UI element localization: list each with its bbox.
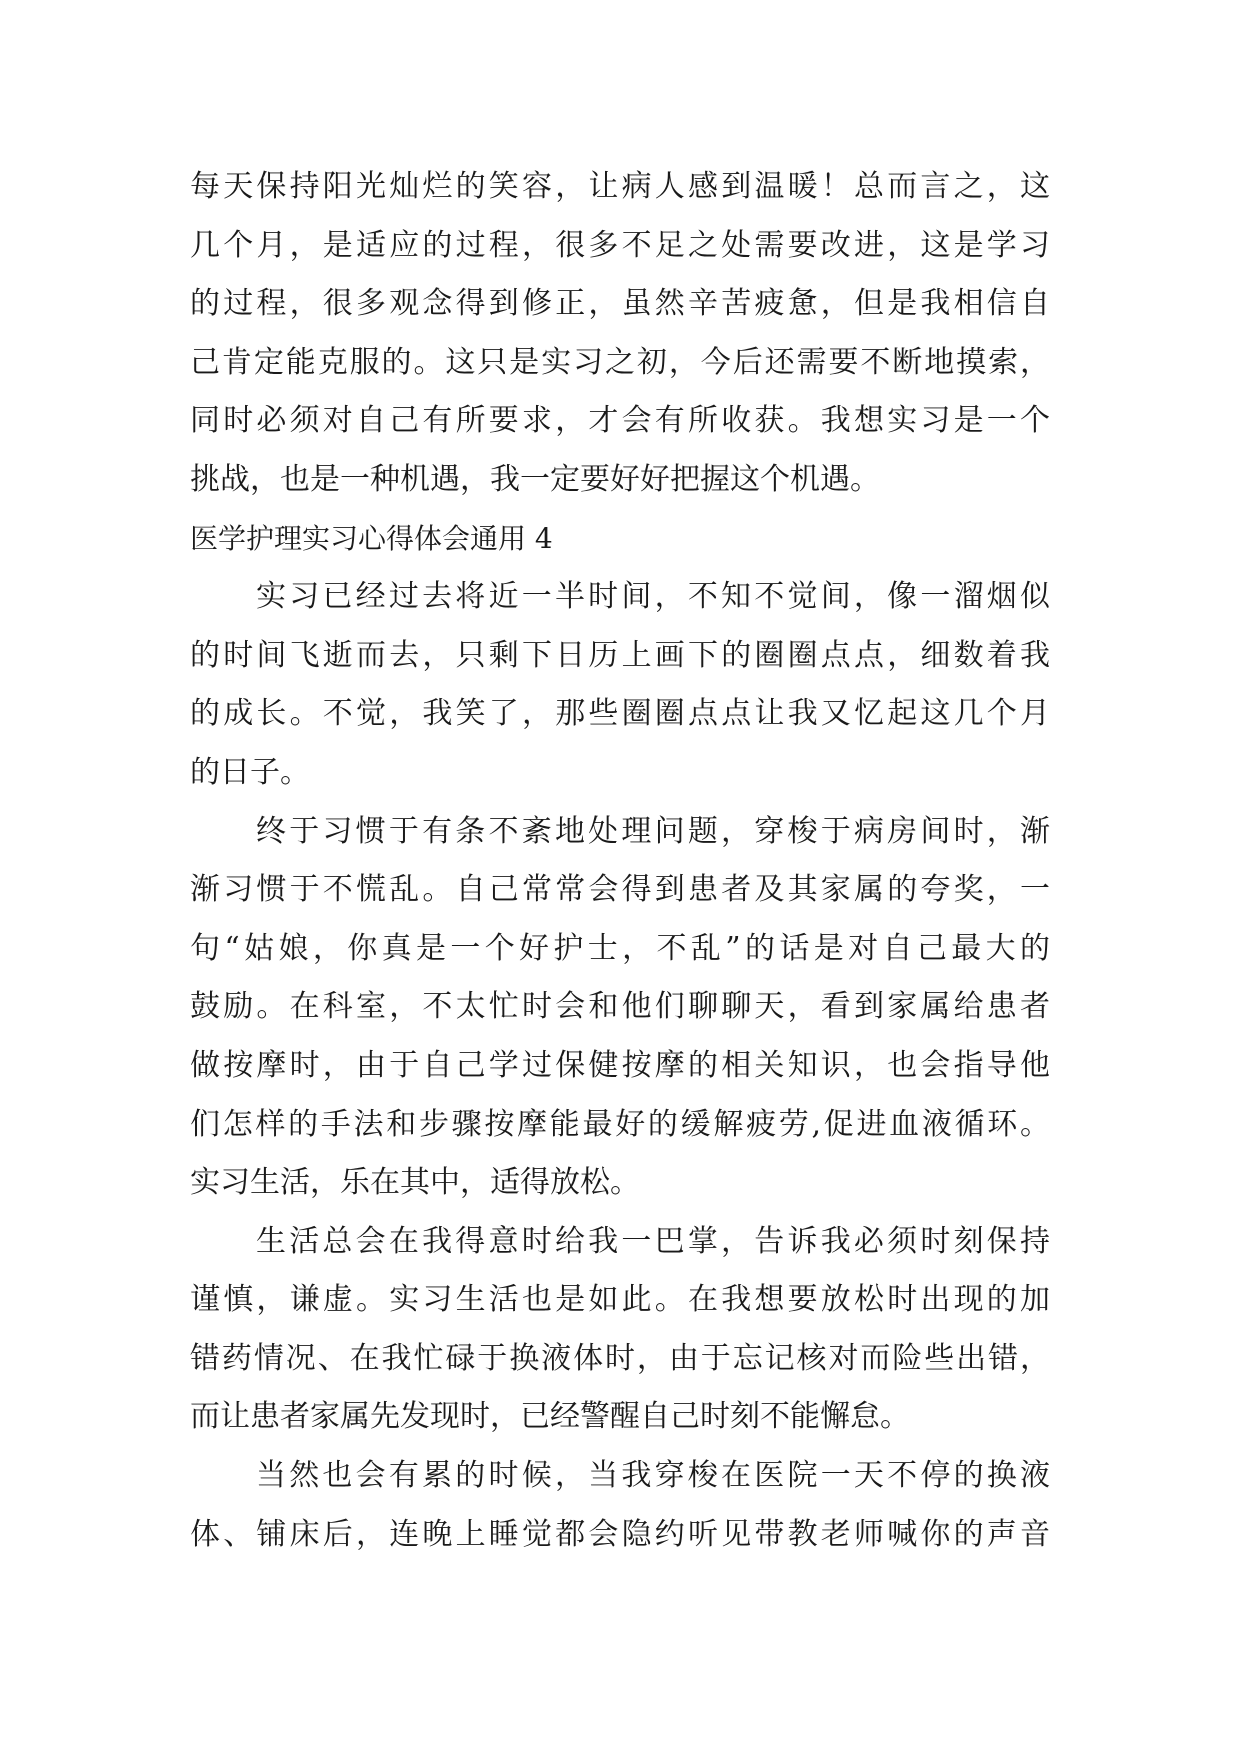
text-line: 的过程，很多观念得到修正，虽然辛苦疲惫，但是我相信自 [190, 286, 1050, 322]
text-line: 做按摩时，由于自己学过保健按摩的相关知识，也会指导他 [190, 1047, 1050, 1083]
text-line: 渐习惯于不慌乱。自己常常会得到患者及其家属的夸奖，一 [190, 872, 1050, 908]
text-line: 己肯定能克服的。这只是实习之初，今后还需要不断地摸索， [190, 344, 1050, 380]
text-line: 而让患者家属先发现时，已经警醒自己时刻不能懈怠。 [190, 1399, 910, 1435]
text-line: 的时间飞逝而去，只剩下日历上画下的圈圈点点，细数着我 [190, 637, 1050, 673]
text-line: 几个月，是适应的过程，很多不足之处需要改进，这是学习 [190, 227, 1050, 263]
section-heading: 医学护理实习心得体会通用 4 [190, 521, 553, 555]
text-line: 的成长。不觉，我笑了，那些圈圈点点让我又忆起这几个月 [190, 696, 1050, 732]
text-line: 的日子。 [190, 754, 310, 790]
text-line: 们怎样的手法和步骤按摩能最好的缓解疲劳,促进血液循环。 [190, 1106, 1050, 1142]
text-line: 当然也会有累的时候，当我穿梭在医院一天不停的换液 [256, 1458, 1050, 1494]
text-line: 终于习惯于有条不紊地处理问题，穿梭于病房间时，渐 [256, 813, 1050, 849]
text-line: 实习已经过去将近一半时间，不知不觉间，像一溜烟似 [256, 579, 1050, 615]
text-line: 挑战，也是一种机遇，我一定要好好把握这个机遇。 [190, 461, 880, 497]
text-line: 同时必须对自己有所要求，才会有所收获。我想实习是一个 [190, 403, 1050, 439]
text-line: 体、铺床后，连晚上睡觉都会隐约听见带教老师喊你的声音 [190, 1516, 1050, 1552]
text-line: 错药情况、在我忙碌于换液体时，由于忘记核对而险些出错， [190, 1340, 1050, 1376]
document-body [190, 158, 1050, 1564]
text-line: 生活总会在我得意时给我一巴掌，告诉我必须时刻保持 [256, 1223, 1050, 1259]
text-line: 每天保持阳光灿烂的笑容，让病人感到温暖！总而言之，这 [190, 169, 1050, 204]
text-line: 鼓励。在科室，不太忙时会和他们聊聊天，看到家属给患者 [190, 989, 1050, 1025]
text-line: 谨慎，谦虚。实习生活也是如此。在我想要放松时出现的加 [190, 1282, 1050, 1318]
text-line: 句“姑娘，你真是一个好护士，不乱”的话是对自己最大的 [190, 930, 1050, 966]
text-line: 实习生活，乐在其中，适得放松。 [190, 1165, 640, 1201]
